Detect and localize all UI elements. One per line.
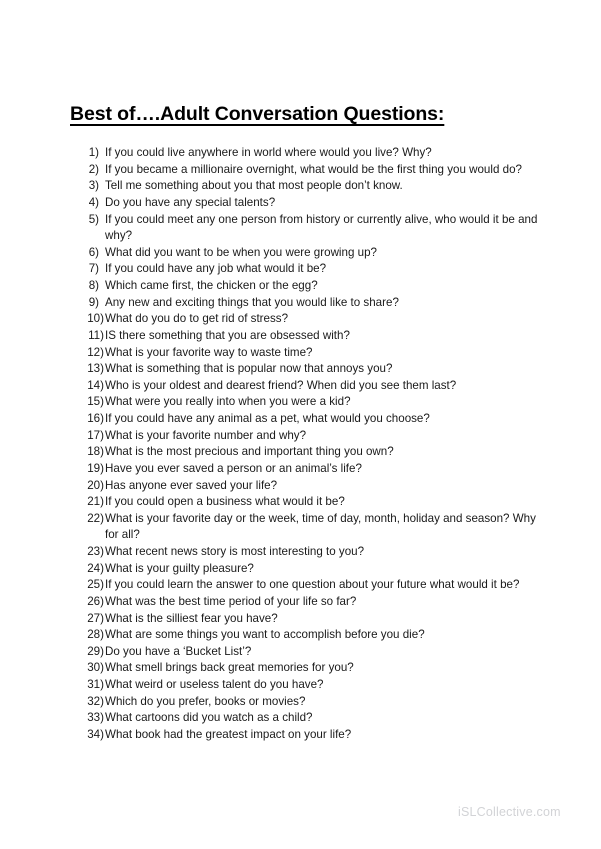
- list-item-text: If you could open a business what would it be?: [105, 495, 345, 509]
- list-item-text: If you could learn the answer to one question about your future what would it be?: [105, 578, 520, 592]
- watermark: iSLCollective.com: [458, 805, 561, 819]
- list-item-number: 29): [87, 644, 104, 658]
- list-item: [78, 178, 540, 195]
- list-item-number: 7): [88, 262, 99, 276]
- list-item-text: Any new and exciting things that you would like to share?: [105, 295, 399, 309]
- list-item-text: What were you really into when you were a kid?: [105, 395, 351, 409]
- list-item-text: What is your favorite way to waste time?: [105, 345, 313, 359]
- list-item: [78, 544, 540, 561]
- list-item-text: What is something that is popular now that annoys you?: [105, 362, 393, 376]
- list-item: [78, 245, 540, 262]
- list-item-text: If you could have any animal as a pet, what would you choose?: [105, 412, 430, 425]
- list-item-number: 14): [87, 378, 104, 392]
- list-item-number: 32): [87, 694, 104, 708]
- list-item: [78, 162, 540, 179]
- list-item-text: What smell brings back great memories for you?: [105, 661, 354, 675]
- list-item: [78, 295, 540, 312]
- list-item-number: 27): [87, 611, 104, 625]
- list-item-number: 26): [87, 594, 104, 608]
- list-item-text: Tell me something about you that most people don’t know.: [105, 179, 403, 193]
- list-item: [78, 594, 540, 611]
- list-item: [78, 727, 540, 744]
- list-item: [78, 627, 540, 644]
- list-item-number: 34): [87, 727, 104, 741]
- list-item-number: 15): [87, 395, 104, 409]
- list-item-number: 4): [88, 195, 99, 209]
- list-item-number: 25): [87, 578, 104, 592]
- list-item-text: If you could live anywhere in world where would you live? Why?: [105, 146, 432, 159]
- list-item-text: Which do you prefer, books or movies?: [105, 694, 306, 708]
- list-item-text: What was the best time period of your life so far?: [105, 594, 357, 608]
- list-item: [78, 611, 540, 628]
- list-item: [78, 195, 540, 212]
- list-item: [78, 577, 540, 594]
- list-item: [78, 461, 540, 478]
- list-item-number: 28): [87, 628, 104, 642]
- list-item: [78, 444, 540, 461]
- list-item-number: 8): [88, 279, 99, 292]
- list-item: [78, 511, 540, 544]
- list-item-text: Do you have a ‘Bucket List’?: [105, 644, 252, 658]
- list-item-number: 11): [88, 328, 104, 342]
- list-item-text: Has anyone ever saved your life?: [105, 478, 278, 492]
- list-item-text: What do you do to get rid of stress?: [105, 312, 289, 326]
- list-item-number: 22): [87, 511, 104, 525]
- list-item-number: 1): [88, 146, 99, 159]
- list-item-text: What recent news story is most interesting to you?: [105, 545, 365, 558]
- list-item: [78, 145, 540, 162]
- list-item-number: 5): [88, 212, 99, 226]
- list-item-number: 21): [87, 495, 104, 509]
- list-item-number: 19): [87, 461, 104, 475]
- list-item-text: What is your favorite day or the week, time of day, month, holiday and season? Why for all?: [105, 511, 536, 542]
- list-item-number: 23): [87, 545, 104, 558]
- list-item-text: What did you want to be when you were growing up?: [105, 245, 377, 259]
- list-item-number: 12): [87, 345, 104, 359]
- list-item-text: What are some things you want to accomplish before you die?: [105, 628, 425, 642]
- list-item-number: 9): [88, 295, 99, 309]
- list-item: [78, 428, 540, 445]
- list-item: [78, 311, 540, 328]
- list-item-number: 17): [87, 428, 104, 442]
- list-item-text: What is the most precious and important thing you own?: [105, 445, 394, 459]
- list-item-text: What is the silliest fear you have?: [105, 611, 278, 625]
- list-item-text: What is your favorite number and why?: [105, 428, 307, 442]
- list-item-text: What book had the greatest impact on your life?: [105, 727, 352, 741]
- list-item-number: 6): [88, 245, 99, 259]
- list-item: [78, 328, 540, 345]
- list-item-number: 33): [87, 711, 104, 725]
- list-item: [78, 361, 540, 378]
- list-item-number: 2): [88, 162, 99, 176]
- list-item-number: 10): [87, 312, 104, 326]
- list-item-text: If you could have any job what would it be?: [105, 262, 327, 276]
- list-item-text: IS there something that you are obsessed with?: [105, 328, 350, 342]
- list-item: [78, 278, 540, 295]
- list-item: [78, 394, 540, 411]
- list-item: [78, 261, 540, 278]
- list-item-number: 3): [88, 179, 99, 193]
- list-item-text: If you could meet any one person from history or currently alive, who would it be and why?: [105, 212, 538, 243]
- list-item: [78, 710, 540, 727]
- list-item-text: What weird or useless talent do you have?: [105, 678, 324, 691]
- list-item-text: What cartoons did you watch as a child?: [105, 711, 313, 725]
- page-title: Best of….Adult Conversation Questions:: [70, 103, 445, 125]
- list-item: [78, 345, 540, 362]
- list-item-number: 24): [87, 561, 104, 575]
- list-item: [78, 378, 540, 395]
- list-item: [78, 212, 540, 245]
- list-item-number: 16): [87, 412, 104, 425]
- list-item-text: If you became a millionaire overnight, what would be the first thing you would do?: [105, 162, 522, 176]
- list-item-number: 13): [87, 362, 104, 376]
- list-item: [78, 411, 540, 428]
- list-item-text: Do you have any special talents?: [105, 195, 276, 209]
- list-item-number: 18): [87, 445, 104, 459]
- list-item: [78, 478, 540, 495]
- list-item-text: Who is your oldest and dearest friend? When did you see them last?: [105, 378, 457, 392]
- list-item-number: 31): [87, 678, 104, 691]
- list-item-text: Which came first, the chicken or the egg?: [105, 279, 318, 292]
- list-item-text: Have you ever saved a person or an animal’s life?: [105, 461, 362, 475]
- list-item: [78, 561, 540, 578]
- list-item-text: What is your guilty pleasure?: [105, 561, 254, 575]
- list-item-number: 30): [87, 661, 104, 675]
- list-item-number: 20): [87, 478, 104, 492]
- conversation-questions-list: [78, 145, 540, 744]
- list-item: [78, 660, 540, 677]
- list-item: [78, 694, 540, 711]
- list-item: [78, 677, 540, 694]
- list-item: [78, 644, 540, 661]
- list-item: [78, 494, 540, 511]
